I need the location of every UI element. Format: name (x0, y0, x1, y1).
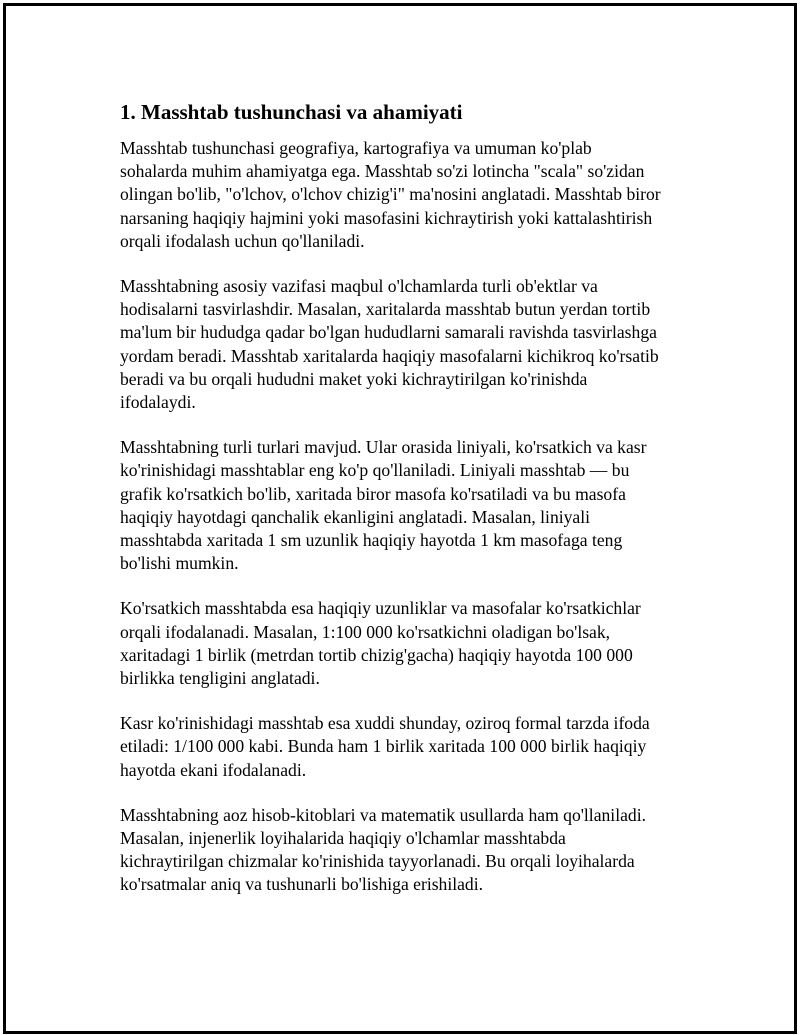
text-line: Ko'rsatkich masshtabda esa haqiqiy uzunliklar va masofalar ko'rsatkichlar (120, 598, 641, 619)
text-line: ma'lum bir hududga qadar bo'lgan hududlarni samarali ravishda tasvirlashga (120, 322, 657, 343)
text-line: birlikka tengligini anglatadi. (120, 668, 320, 689)
text-line: Masshtab tushunchasi geografiya, kartografiya va umuman ko'plab (120, 138, 592, 158)
paragraph-6 (120, 804, 700, 897)
text-line: orqali ifodalash uchun qo'llaniladi. (120, 230, 365, 251)
text-line: ko'rinishidagi masshtablar eng ko'p qo'llaniladi. Liniyali masshtab — bu (120, 460, 630, 481)
text-line: olingan bo'lib, "o'lchov, o'lchov chizig'i" ma'nosini anglatadi. Masshtab biror (120, 184, 661, 205)
text-line: bo'lishi mumkin. (120, 553, 239, 574)
paragraph-2 (120, 275, 700, 414)
text-line: xaritadagi 1 birlik (metrdan tortib chizig'gacha) haqiqiy hayotda 100 000 (120, 644, 633, 665)
text-line: yordam beradi. Masshtab xaritalarda haqiqiy masofalarni kichikroq ko'rsatib (120, 345, 659, 366)
paragraph-3 (120, 436, 700, 575)
text-line: beradi va bu orqali hududni maket yoki kichraytirilgan ko'rinishda (120, 368, 588, 389)
text-line: ko'rsatmalar aniq va tushunarli bo'lishiga erishiladi. (120, 874, 484, 895)
page-frame (3, 3, 797, 1034)
text-line: hodisalarni tasvirlashdir. Masalan, xaritalarda masshtab butun yerdan tortib (120, 299, 651, 320)
text-line: narsaning haqiqiy hajmini yoki masofasini kichraytirish yoki kattalashtirish (120, 207, 653, 228)
paragraph-4 (120, 597, 700, 690)
text-line: orqali ifodalanadi. Masalan, 1:100 000 ko'rsatkichni oladigan bo'lsak, (120, 621, 611, 642)
paragraph-1 (120, 137, 700, 253)
text-line: grafik ko'rsatkich bo'lib, xaritada biror masofa ko'rsatiladi va bu masofa (120, 483, 626, 504)
text-line: Masshtabning turli turlari mavjud. Ular orasida liniyali, ko'rsatkich va kasr (120, 437, 647, 458)
text-line: ifodalaydi. (120, 392, 196, 413)
document-body (120, 98, 700, 919)
text-line: hayotda ekani ifodalanadi. (120, 759, 307, 780)
text-line: Masshtabning asosiy vazifasi maqbul o'lchamlarda turli ob'ektlar va (120, 276, 598, 297)
text-line: haqiqiy hayotdagi qanchalik ekanligini anglatadi. Masalan, liniyali (120, 506, 591, 527)
text-line: sohalarda muhim ahamiyatga ega. Masshtab so'zi lotincha "scala" so'zidan (120, 161, 645, 182)
text-line: kichraytirilgan chizmalar ko'rinishida tayyorlanadi. Bu orqali loyihalarda (120, 851, 635, 872)
text-line: Masalan, injenerlik loyihalarida haqiqiy o'lchamlar masshtabda (120, 828, 566, 849)
paragraph-5 (120, 712, 700, 782)
page-title: 1. Masshtab tushunchasi va ahamiyati (120, 100, 463, 124)
text-line: etiladi: 1/100 000 kabi. Bunda ham 1 birlik xaritada 100 000 birlik haqiqiy (120, 736, 647, 757)
text-line: masshtabda xaritada 1 sm uzunlik haqiqiy hayotda 1 km masofaga teng (120, 530, 623, 551)
text-line: Kasr ko'rinishidagi masshtab esa xuddi shunday, oziroq formal tarzda ifoda (120, 713, 650, 734)
text-line: Masshtabning aoz hisob-kitoblari va matematik usullarda ham qo'llaniladi. (120, 804, 646, 825)
